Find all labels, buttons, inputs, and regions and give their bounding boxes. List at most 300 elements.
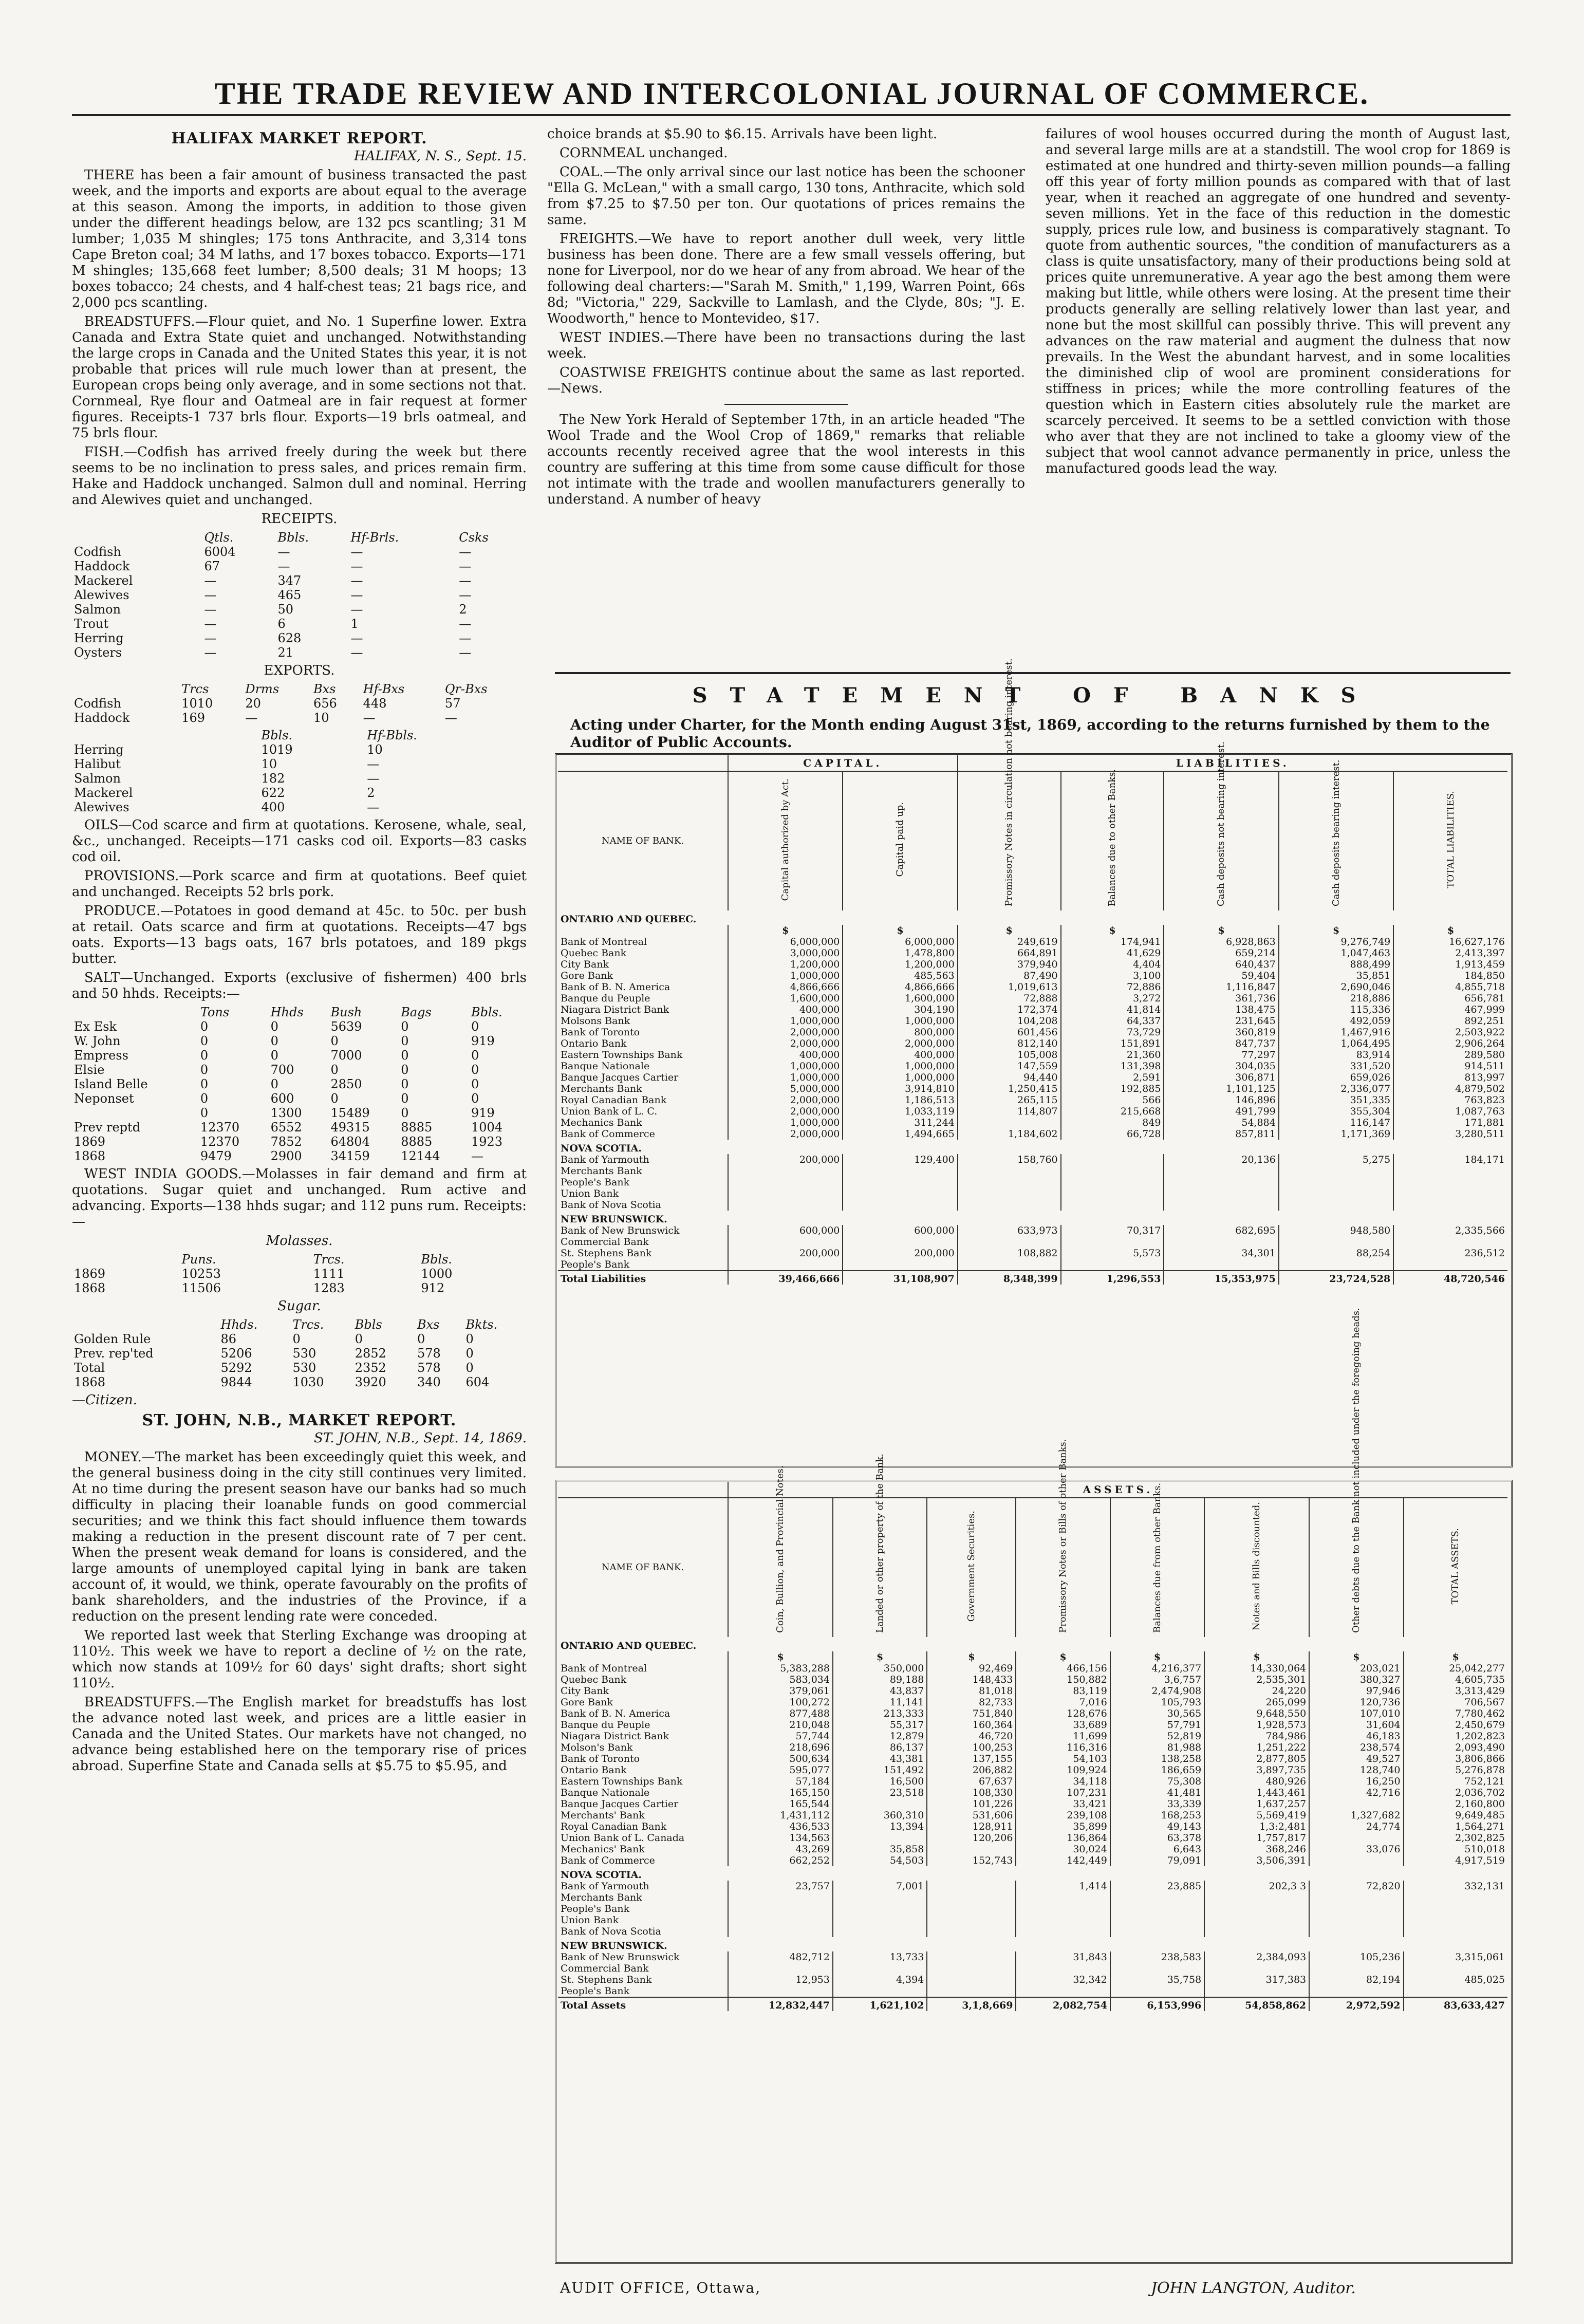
total-value: 2,082,754	[1016, 1997, 1110, 2011]
bank-value	[843, 1259, 957, 1271]
bank-value: 151,891	[1061, 1038, 1164, 1049]
receipts-header-cell: Bbls.	[277, 530, 309, 545]
column-header	[1404, 1498, 1507, 1637]
bank-name: Bank of New Brunswick	[561, 1951, 680, 1963]
bank-value: 46,183	[1309, 1731, 1403, 1742]
bank-value: 54,503	[833, 1855, 927, 1866]
bank-value	[1309, 1892, 1403, 1903]
bank-value: 601,456	[958, 1027, 1061, 1038]
bank-value: 1,064,495	[1279, 1038, 1393, 1049]
bank-value: 2,591	[1061, 1072, 1164, 1083]
stjohn-freights: FREIGHTS.—We have to report another dull week, very little business has been done. There are a few small vessels offering, but none for Liverpool, nor do we hear of any from abroad. We hear of the following deal charters:—"Sarah M. Smith," 1,199, Warren Point, 66s 8d; "Victoria," 229, Sackville to Lamlash, and the Clyde, 80s; "J. E. Woodworth," hence to Montevideo, $17.	[547, 231, 1025, 326]
bank-value: 142,449	[1016, 1855, 1110, 1866]
receipts-value: 21	[277, 645, 293, 660]
receipts-value: 6	[277, 617, 286, 631]
bank-value	[1204, 1892, 1309, 1903]
salt-value: 0	[270, 1034, 278, 1048]
bank-value: 5,569,419	[1204, 1810, 1309, 1821]
bank-value: 659,026	[1279, 1072, 1393, 1083]
bank-value: 79,091	[1110, 1855, 1204, 1866]
bank-value	[927, 1914, 1016, 1926]
bank-value: 1,757,817	[1204, 1832, 1309, 1844]
bank-name: Eastern Townships Bank	[561, 1049, 683, 1061]
bank-value: 34,118	[1016, 1776, 1110, 1787]
bank-row	[558, 1015, 1507, 1027]
exports-caption: EXPORTS.	[264, 663, 335, 678]
bank-value: 751,840	[927, 1708, 1016, 1719]
halifax-salt: SALT—Unchanged. Exports (exclusive of fishermen) 400 brls and 50 hhds. Receipts:—	[72, 970, 527, 1001]
bank-value: 1,443,461	[1204, 1787, 1309, 1798]
exports-bbls-header-cell: Hf-Bbls.	[367, 728, 417, 742]
bank-value: 33,076	[1309, 1844, 1403, 1855]
receipts-row	[72, 602, 527, 617]
bank-value: 87,490	[958, 970, 1061, 981]
sugar-table	[72, 1317, 527, 1389]
salt-value: 0	[401, 1077, 409, 1091]
exports-bbls-value: 400	[261, 800, 285, 814]
bank-value: 3,914,810	[843, 1083, 957, 1094]
bank-name: Merchants' Bank	[561, 1810, 645, 1821]
bank-value: 59,404	[1164, 970, 1278, 981]
bank-value: 1,3:2,481	[1204, 1821, 1309, 1832]
exports-value: 20	[245, 696, 261, 711]
bank-value: 239,108	[1016, 1810, 1110, 1821]
bank-row	[558, 1154, 1507, 1165]
bank-value: 120,206	[927, 1832, 1016, 1844]
name-of-bank-header: NAME OF BANK.	[601, 1562, 684, 1573]
salt-value: 0	[471, 1048, 479, 1063]
bank-value	[1393, 1259, 1507, 1271]
bank-value	[1061, 1165, 1164, 1177]
bank-value: 115,336	[1279, 1004, 1393, 1015]
salt-row	[72, 1091, 527, 1106]
bank-value: 43,381	[833, 1753, 927, 1764]
bank-value: 136,864	[1016, 1832, 1110, 1844]
receipts-value: —	[459, 573, 472, 588]
bank-value	[1309, 1903, 1403, 1914]
bank-value	[1404, 1926, 1507, 1937]
bank-value: 6,000,000	[728, 936, 843, 947]
receipts-value: —	[277, 559, 290, 573]
bank-value	[843, 1199, 957, 1211]
currency-symbol: $	[728, 1651, 833, 1663]
bank-value: 7,016	[1016, 1697, 1110, 1708]
bank-value: 485,025	[1404, 1974, 1507, 1985]
bank-value: 20,136	[1164, 1154, 1278, 1165]
bank-name: Union Bank of L. Canada	[561, 1832, 685, 1844]
molasses-header-cell: Bbls.	[421, 1252, 452, 1267]
bank-value	[1279, 1177, 1393, 1188]
molasses-row	[72, 1267, 527, 1281]
bank-value: 304,035	[1164, 1061, 1278, 1072]
bank-row	[558, 1985, 1507, 1997]
exports-row	[72, 711, 527, 725]
total-value: 83,633,427	[1404, 1997, 1507, 2011]
bank-value: 88,254	[1279, 1248, 1393, 1259]
bank-value: 67,637	[927, 1776, 1016, 1787]
bank-value: 1,000,000	[843, 1061, 957, 1072]
bank-row	[558, 1188, 1507, 1199]
bank-row	[558, 1731, 1507, 1742]
bank-value	[1279, 1165, 1393, 1177]
total-value: 1,621,102	[833, 1997, 927, 2011]
receipts-row	[72, 645, 527, 660]
bank-value: 1,202,823	[1404, 1731, 1507, 1742]
bank-value: 238,583	[1110, 1951, 1204, 1963]
bank-name: Bank of Toronto	[561, 1027, 640, 1038]
salt-label: Ex Esk	[74, 1019, 117, 1034]
wool-article: The New York Herald of September 17th, in an article headed "The Wool Trade and the Wool Crop of 1869," remarks that reliable accounts recently received agree that the wool interests in this country are suffering at this time from some cause difficult for those not intimate with the trade and woollen manufacturers generally to understand. A number of heavy	[547, 412, 1025, 507]
receipts-row	[72, 545, 527, 559]
bank-value: 1,251,222	[1204, 1742, 1309, 1753]
salt-label: Empress	[74, 1048, 128, 1063]
bank-value: 129,400	[843, 1154, 957, 1165]
bank-value: 265,099	[1204, 1697, 1309, 1708]
bank-name: People's Bank	[561, 1177, 630, 1188]
bank-value: 1,000,000	[843, 1015, 957, 1027]
bank-value	[1061, 1236, 1164, 1248]
bank-row	[558, 1926, 1507, 1937]
column-header	[958, 658, 1061, 910]
exports-bbls-header-cell	[72, 728, 259, 742]
receipts-value: —	[204, 588, 217, 602]
bank-value: 1,467,916	[1279, 1027, 1393, 1038]
bank-value: 2,384,093	[1204, 1951, 1309, 1963]
column-header	[1309, 1308, 1403, 1637]
bank-value	[1309, 1855, 1403, 1866]
bank-value	[1204, 1914, 1309, 1926]
bank-value: 41,481	[1110, 1787, 1204, 1798]
receipts-label: Codfish	[74, 545, 121, 559]
bank-value: 633,973	[958, 1225, 1061, 1236]
salt-label: Elsie	[74, 1063, 105, 1077]
salt-label: 1869	[74, 1135, 106, 1149]
receipts-value: —	[350, 602, 363, 617]
bank-value	[728, 1165, 843, 1177]
bank-value	[1393, 1199, 1507, 1211]
receipts-label: Salmon	[74, 602, 121, 617]
receipts-row	[72, 617, 527, 631]
bank-value: 192,885	[1061, 1083, 1164, 1094]
bank-value: 49,527	[1309, 1753, 1403, 1764]
bank-name: Bank of B. N. America	[561, 1708, 670, 1719]
audit-office: AUDIT OFFICE, Ottawa,	[560, 2279, 761, 2296]
total-row	[558, 1271, 1507, 1285]
bank-value: 21,360	[1061, 1049, 1164, 1061]
salt-value: 0	[401, 1048, 409, 1063]
bank-value: 304,190	[843, 1004, 957, 1015]
salt-header-cell: Bush	[330, 1005, 362, 1019]
salt-header-cell	[72, 1005, 198, 1019]
bank-value	[927, 1844, 1016, 1855]
bank-value: 23,757	[728, 1881, 833, 1892]
section-title: NOVA SCOTIA.	[561, 1143, 642, 1154]
bank-name: Eastern Townships Bank	[561, 1776, 683, 1787]
bank-value	[1164, 1177, 1278, 1188]
bank-value	[927, 1892, 1016, 1903]
bank-name: Bank of Yarmouth	[561, 1881, 649, 1892]
bank-value: 500,634	[728, 1753, 833, 1764]
bank-row	[558, 1128, 1507, 1140]
name-of-bank-header: NAME OF BANK.	[601, 835, 684, 846]
bank-row	[558, 1004, 1507, 1015]
currency-spacer	[558, 1651, 728, 1663]
bank-value: 72,886	[1061, 981, 1164, 993]
bank-name: Merchants Bank	[561, 1165, 642, 1177]
bank-name: Commercial Bank	[561, 1236, 649, 1248]
molasses-value: 11506	[181, 1281, 221, 1295]
bank-value: 3,280,511	[1393, 1128, 1507, 1140]
bank-value: 210,048	[728, 1719, 833, 1731]
bank-value: 317,383	[1204, 1974, 1309, 1985]
bank-value	[1204, 1903, 1309, 1914]
bank-value: 566	[1061, 1094, 1164, 1106]
bank-value: 165,150	[728, 1787, 833, 1798]
section-row	[558, 1637, 1507, 1651]
bank-value: 4,917,519	[1404, 1855, 1507, 1866]
statement-subtitle: Acting under Charter, for the Month ending August 31st, 1869, according to the returns furnished by them to the Auditor of Public Accounts.	[570, 716, 1490, 751]
bank-row	[558, 1951, 1507, 1963]
bank-value: 57,791	[1110, 1719, 1204, 1731]
exports-header-cell: Trcs	[181, 682, 209, 696]
salt-value: 0	[270, 1077, 278, 1091]
bank-row	[558, 1663, 1507, 1674]
sugar-header-cell: Bxs	[417, 1317, 440, 1332]
bank-value: 2,690,046	[1279, 981, 1393, 993]
bank-value: 24,220	[1204, 1685, 1309, 1697]
bank-value: 105,793	[1110, 1697, 1204, 1708]
bank-value	[1309, 1926, 1403, 1937]
sugar-value: 0	[465, 1332, 474, 1346]
salt-value: 0	[471, 1091, 479, 1106]
column-header-text: Cash deposits bearing interest.	[1330, 759, 1341, 906]
bank-value	[1279, 1188, 1393, 1199]
bank-value: 1,047,463	[1279, 947, 1393, 959]
salt-value: 0	[330, 1063, 339, 1077]
salt-value: 34159	[330, 1149, 370, 1163]
sugar-header-cell: Bkts.	[465, 1317, 498, 1332]
halifax-oils: OILS—Cod scarce and firm at quotations. Kerosene, whale, seal, &c., unchanged. Receipts—171 casks cod oil. Exports—83 casks cod oil.	[72, 817, 527, 865]
bank-value: 55,317	[833, 1719, 927, 1731]
bank-value: 360,310	[833, 1810, 927, 1821]
bank-value: 105,008	[958, 1049, 1061, 1061]
bank-value: 306,871	[1164, 1072, 1278, 1083]
exports-value: 448	[363, 696, 387, 711]
bank-value: 763,823	[1393, 1094, 1507, 1106]
bank-value: 2,474,908	[1110, 1685, 1204, 1697]
bank-value	[1309, 1914, 1403, 1926]
bank-value: 206,882	[927, 1764, 1016, 1776]
bank-row	[558, 1753, 1507, 1764]
total-value: 31,108,907	[843, 1271, 957, 1285]
bank-value: 171,881	[1393, 1117, 1507, 1128]
bank-value: 1,494,665	[843, 1128, 957, 1140]
bank-value	[1204, 1963, 1309, 1974]
receipts-caption: RECEIPTS.	[261, 511, 338, 527]
molasses-value: 1283	[313, 1281, 345, 1295]
bank-value	[1309, 1963, 1403, 1974]
bank-value: 9,276,749	[1279, 936, 1393, 947]
bank-value: 49,143	[1110, 1821, 1204, 1832]
group-header: LIABILITIES.	[958, 755, 1507, 771]
salt-value: 6552	[270, 1120, 302, 1135]
column-header-text: TOTAL ASSETS.	[1450, 1528, 1461, 1605]
bank-name: Bank of B. N. America	[561, 981, 670, 993]
bank-row	[558, 1049, 1507, 1061]
bank-name: Niagara District Bank	[561, 1731, 669, 1742]
bank-value: 2,503,922	[1393, 1027, 1507, 1038]
bank-value: 16,627,176	[1393, 936, 1507, 947]
stjohn-west-indies: WEST INDIES.—There have been no transactions during the last week.	[547, 330, 1025, 361]
exports-value: —	[363, 711, 376, 725]
bank-name: Bank of New Brunswick	[561, 1225, 680, 1236]
total-value: 1,296,553	[1061, 1271, 1164, 1285]
bank-row	[558, 1117, 1507, 1128]
group-header-row	[558, 1482, 1507, 1498]
bank-row	[558, 1094, 1507, 1106]
salt-label: Island Belle	[74, 1077, 148, 1091]
salt-value: 600	[270, 1091, 294, 1106]
column-header	[1279, 759, 1393, 910]
bank-row	[558, 1821, 1507, 1832]
bank-name: Gore Bank	[561, 1697, 613, 1708]
exports-label: Codfish	[74, 696, 121, 711]
bank-value: 1,478,800	[843, 947, 957, 959]
receipts-value: 628	[277, 631, 302, 645]
column-header-text: Promissory Notes or Bills of other Banks.	[1057, 1439, 1069, 1633]
exports-bbls-value: 622	[261, 786, 285, 800]
bank-value: 400,000	[728, 1049, 843, 1061]
bank-value: 1,000,000	[728, 1117, 843, 1128]
receipts-label: Oysters	[74, 645, 122, 660]
column-header	[1393, 771, 1507, 910]
bank-value: 72,820	[1309, 1881, 1403, 1892]
total-value: 12,832,447	[728, 1997, 833, 2011]
halifax-produce: PRODUCE.—Potatoes in good demand at 45c. to 50c. per bush at retail. Oats scarce and firm at quotations. Receipts—47 bgs oats. Exports—13 bags oats, 167 brls potatoes, and 189 pkgs butter.	[72, 903, 527, 966]
bank-value: 116,147	[1279, 1117, 1393, 1128]
total-label: Total Liabilities	[558, 1271, 728, 1285]
bank-value: 81,988	[1110, 1742, 1204, 1753]
molasses-row	[72, 1281, 527, 1295]
bank-value: 2,000,000	[728, 1094, 843, 1106]
bank-value	[1393, 1188, 1507, 1199]
salt-value: 0	[200, 1034, 209, 1048]
receipts-row	[72, 588, 527, 602]
bank-value	[1110, 1892, 1204, 1903]
bank-value: 108,882	[958, 1248, 1061, 1259]
bank-value: 380,327	[1309, 1674, 1403, 1685]
bank-value: 13,733	[833, 1951, 927, 1963]
salt-value: 0	[200, 1048, 209, 1063]
salt-row	[72, 1135, 527, 1149]
exports-value: 656	[313, 696, 337, 711]
bank-value: 6,643	[1110, 1844, 1204, 1855]
section-title: NEW BRUNSWICK.	[561, 1214, 667, 1225]
salt-value: 0	[200, 1077, 209, 1091]
salt-value: 919	[471, 1106, 495, 1120]
bank-row	[558, 1072, 1507, 1083]
bank-value: 12,879	[833, 1731, 927, 1742]
salt-header-cell: Bbls.	[471, 1005, 502, 1019]
bank-value: 510,018	[1404, 1844, 1507, 1855]
total-row	[558, 1997, 1507, 2011]
exports-bbls-header-row	[72, 728, 527, 742]
bank-value: 400,000	[728, 1004, 843, 1015]
group-header: CAPITAL.	[728, 755, 958, 771]
bank-value	[927, 1881, 1016, 1892]
salt-value: 0	[471, 1077, 479, 1091]
column-halifax	[72, 126, 527, 1777]
receipts-header-cell	[72, 530, 202, 545]
bank-value: 147,559	[958, 1061, 1061, 1072]
molasses-value: 10253	[181, 1267, 221, 1281]
bank-value: 1,116,847	[1164, 981, 1278, 993]
receipts-value: —	[350, 588, 363, 602]
bank-value	[843, 1165, 957, 1177]
bank-value	[927, 1951, 1016, 1963]
column-header-text: Balances due from other Banks.	[1151, 1482, 1163, 1633]
sugar-header-cell	[72, 1317, 219, 1332]
bank-value: 231,645	[1164, 1015, 1278, 1027]
bank-name: People's Bank	[561, 1259, 630, 1270]
bank-value	[927, 1926, 1016, 1937]
receipts-value: 2	[459, 602, 467, 617]
bank-value: 107,231	[1016, 1787, 1110, 1798]
sugar-value: 9844	[220, 1375, 252, 1389]
column-header-text: TOTAL LIABILITIES.	[1445, 791, 1456, 888]
bank-value: 2,160,800	[1404, 1798, 1507, 1810]
bank-row	[558, 1787, 1507, 1798]
currency-symbol: $	[728, 925, 843, 936]
column-header-text: Government Securities.	[965, 1510, 977, 1622]
currency-spacer	[558, 925, 728, 936]
bank-row	[558, 1719, 1507, 1731]
bank-value: 1,637,257	[1204, 1798, 1309, 1810]
bank-value	[1309, 1832, 1403, 1844]
bank-value	[927, 1985, 1016, 1997]
receipts-value: —	[350, 545, 363, 559]
salt-value: 0	[471, 1019, 479, 1034]
bank-value: 104,208	[958, 1015, 1061, 1027]
bank-row	[558, 1027, 1507, 1038]
exports-value: —	[444, 711, 457, 725]
bank-row	[558, 1776, 1507, 1787]
bank-value: 800,000	[843, 1027, 957, 1038]
bank-value: 350,000	[833, 1663, 927, 1674]
bank-value: 202,3 3	[1204, 1881, 1309, 1892]
currency-symbol: $	[833, 1651, 927, 1663]
bank-value: 24,774	[1309, 1821, 1403, 1832]
exports-value: 1010	[181, 696, 213, 711]
bank-value: 184,171	[1393, 1154, 1507, 1165]
bank-value	[958, 1199, 1061, 1211]
receipts-header-cell: Csks	[459, 530, 489, 545]
bank-value: 82,194	[1309, 1974, 1403, 1985]
bank-value: 640,437	[1164, 959, 1278, 970]
exports-value: 169	[181, 711, 206, 725]
bank-row	[558, 1914, 1507, 1926]
stjohn-title: ST. JOHN, N.B., MARKET REPORT.	[142, 1411, 457, 1429]
bank-value	[728, 1963, 833, 1974]
bank-value	[958, 1177, 1061, 1188]
bank-value: 75,308	[1110, 1776, 1204, 1787]
stjohn-choice: choice brands at $5.90 to $6.15. Arrivals have been light.	[547, 126, 938, 142]
molasses-value: 912	[421, 1281, 445, 1295]
total-value: 3,1,8,669	[927, 1997, 1016, 2011]
bank-value: 583,034	[728, 1674, 833, 1685]
bank-value: 137,155	[927, 1753, 1016, 1764]
bank-value	[1061, 1199, 1164, 1211]
